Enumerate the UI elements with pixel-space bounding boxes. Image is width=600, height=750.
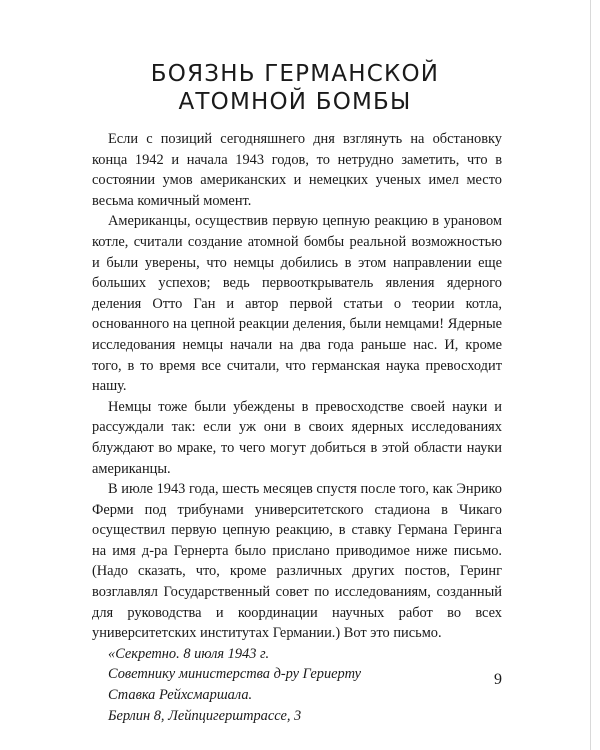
chapter-title-line-2: АТОМНОЙ БОМБЫ [178, 89, 412, 115]
paragraph-4: В июле 1943 года, шесть месяцев спустя после того, как Энрико Ферми под трибунами университетского стадиона в Чикаго осуществил первую цепную реакцию, в ставку Германа Геринга на имя д-ра Гернерта было прислано приводимое ниже письмо. (Надо сказать, что, кроме различных других постов, Геринг возглавлял Государственный совет по исследованиям, созданный для руководства и координации научных работ во всех университетских институтах Германии.) Вот это письмо. [92, 481, 502, 642]
paragraph-3: Немцы тоже были убеждены в превосходстве своей науки и рассуждали так: если уж они в своих ядерных исследованиях блуждают во мраке, то чего могут добиться в этой области науки американцы. [92, 398, 502, 477]
paragraph-1: Если с позиций сегодняшнего дня взглянуть на обстановку конца 1942 и начала 1943 годов, то нетрудно заметить, что в состоянии умов американских и немецких ученых имел место весьма комичный момент. [92, 131, 502, 209]
page-number: 9 [494, 671, 502, 688]
letter-line-2: Советнику министерства д-ру Гериерту [108, 666, 361, 683]
page-edge [590, 0, 591, 750]
paragraph-2: Американцы, осуществив первую цепную реакцию в урановом котле, считали создание атомной бомбы реальной возможностью и были уверены, что немцы добились в этом направлении еще больших успехов; ведь первооткрыватель явления ядерного деления Отто Ган и автор первой статьи о теории котла, основанного на цепной реакции деления, были немцами! Ядерные исследования немцы начали на два года раньше нас. И, кроме того, в то время все считали, что германская наука превосходит нашу. [92, 213, 502, 395]
chapter-title-line-1: БОЯЗНЬ ГЕРМАНСКОЙ [150, 61, 440, 87]
quoted-letter [92, 644, 502, 726]
letter-line-4: Берлин 8, Лейпцигерштрассе, 3 [108, 707, 302, 724]
chapter-title [0, 60, 590, 116]
body-text [92, 129, 502, 726]
letter-line-3: Ставка Рейхсмаршала. [108, 687, 253, 704]
letter-line-1: «Секретно. 8 июля 1943 г. [108, 645, 270, 662]
